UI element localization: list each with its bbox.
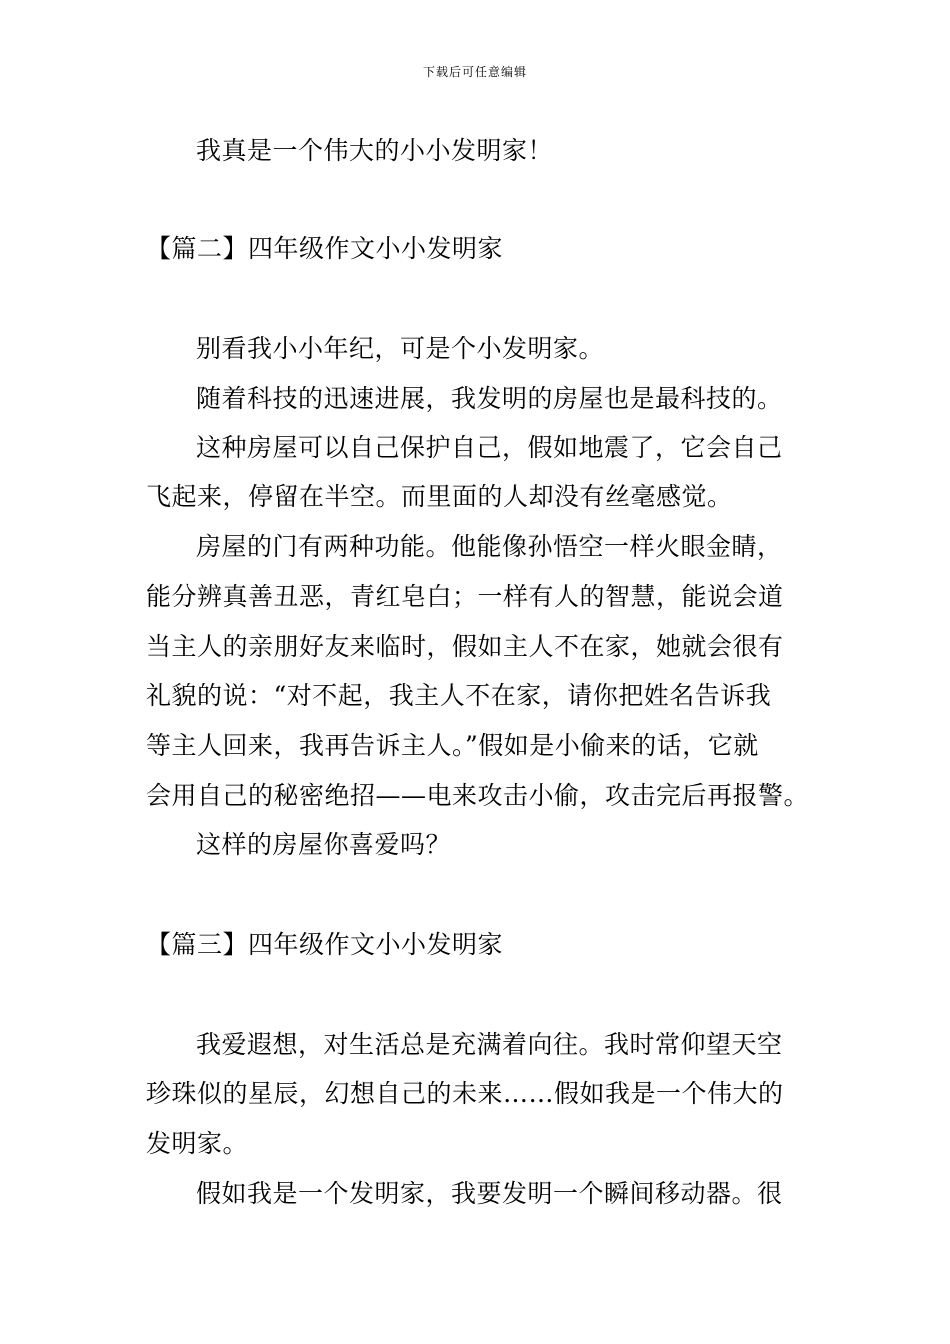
closing-sentence: 我真是一个伟大的小小发明家！ [196,136,554,165]
paragraph-line: 这样的房屋你喜爱吗？ [196,830,452,859]
page-header: 下载后可任意编辑 [422,65,527,79]
paragraph-line: 随着科技的迅速进展，我发明的房屋也是最科技的。 [196,384,783,413]
paragraph-line: 飞起来，停留在半空。而里面的人却没有丝毫感觉。 [146,482,733,511]
paragraph-line: 会用自己的秘密绝招——电来攻击小偷，攻击完后再报警。 [146,781,810,810]
paragraph-line: 等主人回来，我再告诉主人。”假如是小偷来的话，它就 [146,731,759,760]
paragraph-line: 礼貌的说：“对不起，我主人不在家，请你把姓名告诉我 [146,681,772,710]
paragraph-line: 我爱遐想，对生活总是充满着向往。我时常仰望天空 [196,1030,783,1059]
paragraph-line: 发明家。 [146,1129,249,1158]
section-heading-3: 【篇三】四年级作文小小发明家 [146,930,504,959]
section-heading-2: 【篇二】四年级作文小小发明家 [146,234,504,263]
paragraph-line: 能分辨真善丑恶，青红皂白；一样有人的智慧，能说会道 [146,582,784,611]
paragraph-line: 当主人的亲朋好友来临时，假如主人不在家，她就会很有 [146,632,784,661]
paragraph-line: 珍珠似的星辰，幻想自己的未来……假如我是一个伟大的 [146,1079,784,1108]
paragraph-line: 假如我是一个发明家，我要发明一个瞬间移动器。很 [196,1179,783,1208]
paragraph-line: 房屋的门有两种功能。他能像孙悟空一样火眼金睛， [196,532,783,561]
paragraph-line: 别看我小小年纪，可是个小发明家。 [196,334,605,363]
paragraph-line: 这种房屋可以自己保护自己，假如地震了，它会自己 [196,433,783,462]
